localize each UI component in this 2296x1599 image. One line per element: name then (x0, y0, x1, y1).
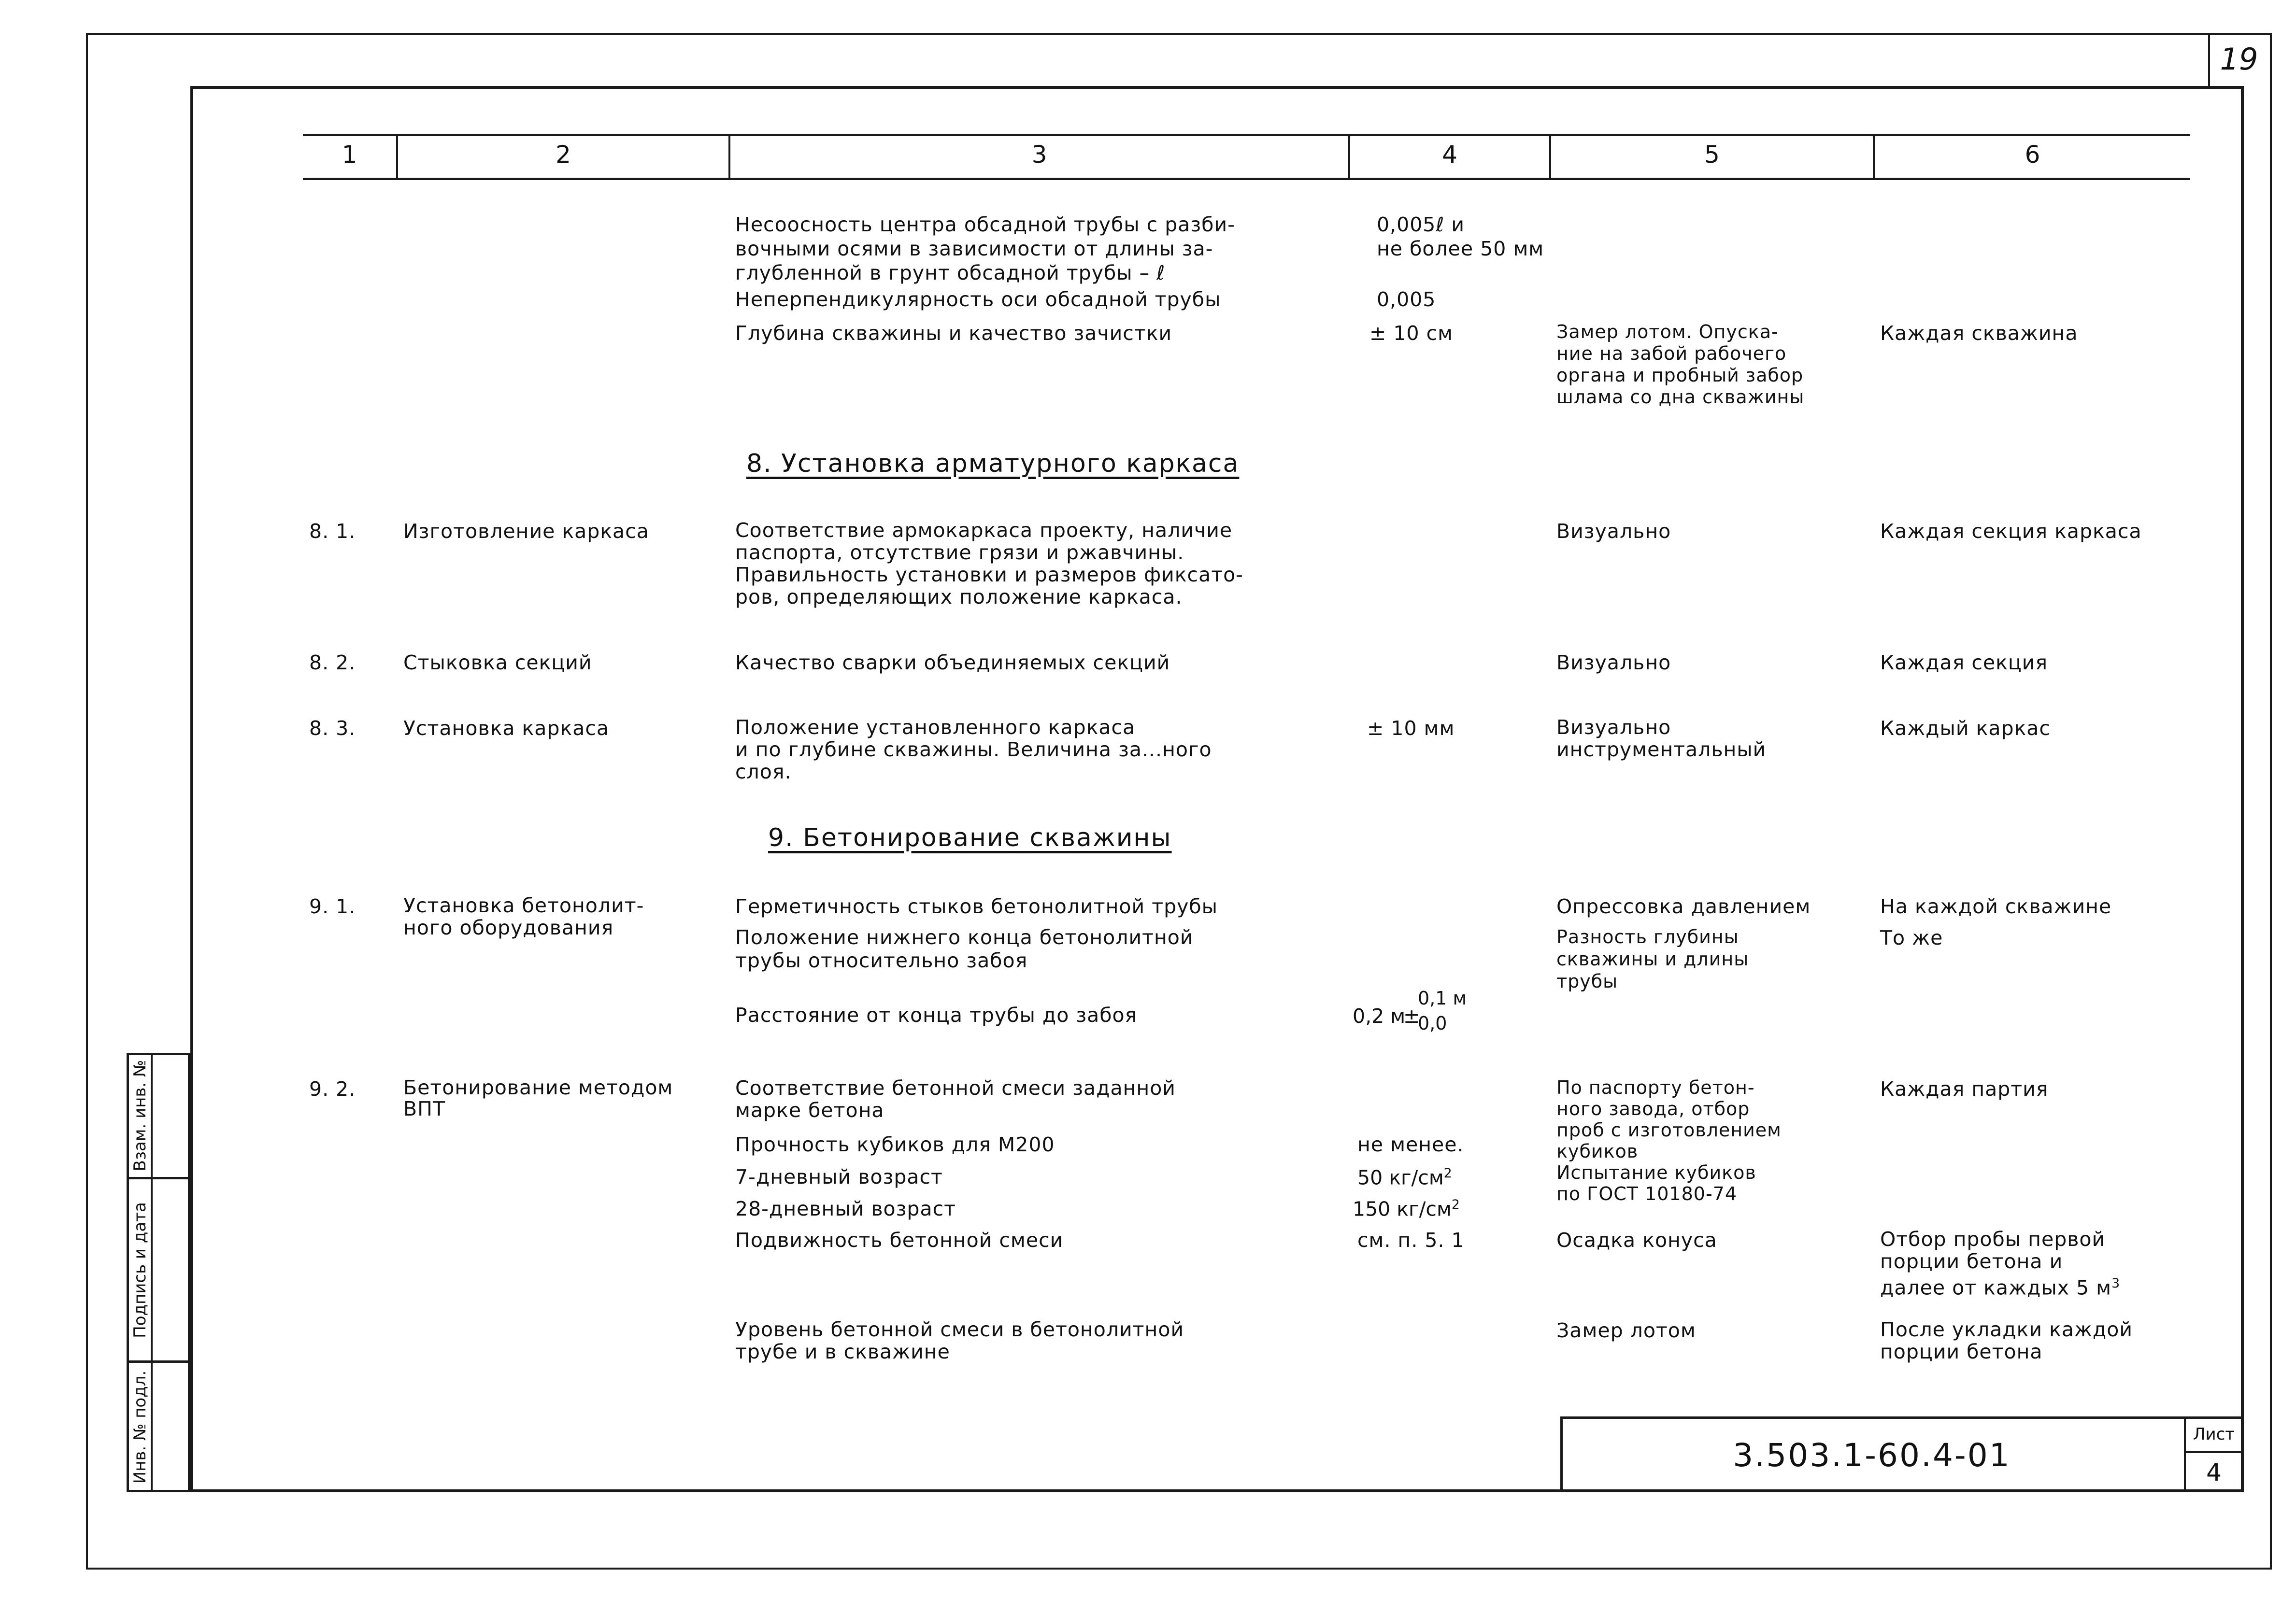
table-header-top-line (303, 134, 2190, 136)
tolerance-sign: ± (1403, 1005, 1420, 1028)
column-header-1: 1 (342, 141, 357, 169)
row-top-2-tolerance: 0,005 (1377, 288, 1436, 311)
outer-frame-right (2270, 33, 2272, 1569)
section-8-title: 8. Установка арматурного каркаса (746, 449, 1240, 478)
scope-text: Отбор пробы первой порции бетона и далее от каждых 5 м (1880, 1228, 2112, 1300)
tolerance-exponent: 2 (1451, 1197, 1460, 1212)
section-9-title: 9. Бетонирование скважины (768, 823, 1172, 852)
page-number-box-divider (2208, 33, 2210, 87)
row-8-3-scope: Каждый каркас (1880, 717, 2051, 740)
row-top-3-scope: Каждая скважина (1880, 322, 2078, 345)
page-number: 19 (2220, 42, 2258, 77)
row-9-2e-requirement: Подвижность бетонной смеси (735, 1229, 1064, 1252)
row-9-2f-scope: После укладки каждой порции бетона (1880, 1318, 2133, 1363)
row-8-1-scope: Каждая секция каркаса (1880, 520, 2142, 543)
row-9-1b-requirement: Положение нижнего конца бетонолитной трубы относительно забоя (735, 926, 1194, 972)
tolerance-value: 50 кг/см (1357, 1166, 1444, 1189)
row-9-2-method: По паспорту бетон- ного завода, отбор проб с изготовлением кубиков Испытание кубиков по ГОСТ 10180-74 (1556, 1077, 1782, 1204)
row-9-2f-method: Замер лотом (1556, 1319, 1696, 1342)
row-9-2-operation: Бетонирование методом ВПТ (403, 1076, 673, 1120)
row-9-2-scope: Каждая партия (1880, 1077, 2049, 1101)
outer-frame-top (86, 33, 2272, 35)
column-header-4: 4 (1442, 141, 1457, 169)
side-label-replace-inv: Взам. инв. № (130, 1060, 150, 1172)
row-8-3-tolerance: ± 10 мм (1367, 717, 1455, 740)
row-8-3-method: Визуально инструментальный (1556, 716, 1767, 761)
inner-frame-right (2241, 86, 2244, 1492)
column-header-3: 3 (1031, 141, 1047, 169)
row-8-1-method: Визуально (1556, 520, 1671, 543)
inner-frame-top (190, 86, 2244, 89)
column-header-2: 2 (556, 141, 571, 169)
row-8-3-requirement: Положение установленного каркаса и по глубине скважины. Величина за...ного слоя. (735, 716, 1212, 783)
row-9-2d-tolerance (1353, 1193, 1460, 1221)
row-9-1b-method: Разность глубины скважины и длины трубы (1556, 926, 1749, 992)
row-9-1c-tolerance (1353, 988, 1497, 1041)
row-9-2-requirement: Соответствие бетонной смеси заданной марке бетона (735, 1076, 1176, 1122)
row-9-1-requirement: Герметичность стыков бетонолитной трубы (735, 895, 1218, 918)
title-block-sheet-divider (2184, 1416, 2186, 1492)
row-top-3-tolerance: ± 10 см (1369, 322, 1454, 345)
row-8-1-requirement: Соответствие армокаркаса проекту, наличие паспорта, отсутствие грязи и ржавчины. Правильность установки и размеров фиксато- ров, определяющих положение каркаса. (735, 519, 1243, 608)
row-8-3-operation: Установка каркаса (403, 717, 609, 740)
row-9-2e-scope (1880, 1228, 2120, 1299)
side-stamp-column-line (151, 1053, 153, 1492)
inner-frame-left (190, 86, 193, 1492)
row-9-2f-requirement: Уровень бетонной смеси в бетонолитной трубе и в скважине (735, 1318, 1184, 1363)
tolerance-value: 150 кг/см (1353, 1197, 1452, 1221)
tolerance-upper: 0,1 м (1418, 988, 1467, 1009)
row-top-2-requirement: Неперпендикулярность оси обсадной трубы (735, 288, 1221, 311)
row-9-1-operation: Установка бетонолит- ного оборудования (403, 894, 644, 939)
tolerance-exponent: 2 (1443, 1166, 1452, 1181)
table-header-bottom-line (303, 178, 2190, 180)
row-top-3-method: Замер лотом. Опуска- ние на забой рабочего органа и пробный забор шлама со дна скважины (1556, 321, 1805, 408)
row-8-2-method: Визуально (1556, 651, 1671, 674)
row-9-1-number: 9. 1. (309, 895, 356, 918)
sheet-label: Лист (2193, 1425, 2235, 1444)
row-8-2-requirement: Качество сварки объединяемых секций (735, 651, 1170, 674)
outer-frame-left (86, 33, 88, 1569)
tolerance-base: 0,2 м (1353, 1005, 1406, 1028)
row-9-1b-scope: То же (1880, 926, 1943, 949)
row-8-2-operation: Стыковка секций (403, 651, 592, 674)
row-9-1-scope: На каждой скважине (1880, 895, 2112, 918)
row-8-1-number: 8. 1. (309, 520, 356, 543)
row-9-2-number: 9. 2. (309, 1077, 356, 1101)
row-9-2e-method: Осадка конуса (1556, 1229, 1717, 1252)
scope-exponent: 3 (2111, 1276, 2121, 1291)
row-8-2-scope: Каждая секция (1880, 651, 2048, 674)
row-9-2c-requirement: 7-дневный возраст (735, 1165, 943, 1189)
row-9-2b-tolerance: не менее. (1357, 1133, 1464, 1156)
side-label-signature-date: Подпись и дата (130, 1202, 150, 1338)
column-header-6: 6 (2025, 141, 2040, 169)
row-8-1-operation: Изготовление каркаса (403, 520, 649, 543)
row-9-2b-requirement: Прочность кубиков для М200 (735, 1133, 1055, 1156)
row-top-1-tolerance: 0,005ℓ и не более 50 мм (1377, 213, 1544, 260)
row-9-1-method: Опрессовка давлением (1556, 895, 1811, 918)
row-8-2-number: 8. 2. (309, 651, 356, 674)
row-8-3-number: 8. 3. (309, 717, 356, 740)
row-9-2e-tolerance: см. п. 5. 1 (1357, 1229, 1465, 1252)
title-block-sheet-line (2184, 1451, 2241, 1453)
row-top-1-requirement: Несоосность центра обсадной трубы с разби- вочными осями в зависимости от длины за- глубленной в грунт обсадной трубы – ℓ (735, 213, 1235, 284)
row-9-1c-requirement: Расстояние от конца трубы до забоя (735, 1004, 1138, 1027)
outer-frame-bottom (86, 1568, 2272, 1570)
row-top-3-requirement: Глубина скважины и качество зачистки (735, 322, 1172, 345)
side-label-original-inv: Инв. № подл. (130, 1370, 150, 1484)
tolerance-lower: 0,0 (1418, 1013, 1447, 1034)
document-code: 3.503.1-60.4-01 (1733, 1437, 2011, 1474)
row-9-2d-requirement: 28-дневный возраст (735, 1197, 956, 1220)
row-9-2c-tolerance (1357, 1161, 1452, 1190)
column-header-5: 5 (1704, 141, 1720, 169)
sheet-number: 4 (2206, 1458, 2222, 1486)
